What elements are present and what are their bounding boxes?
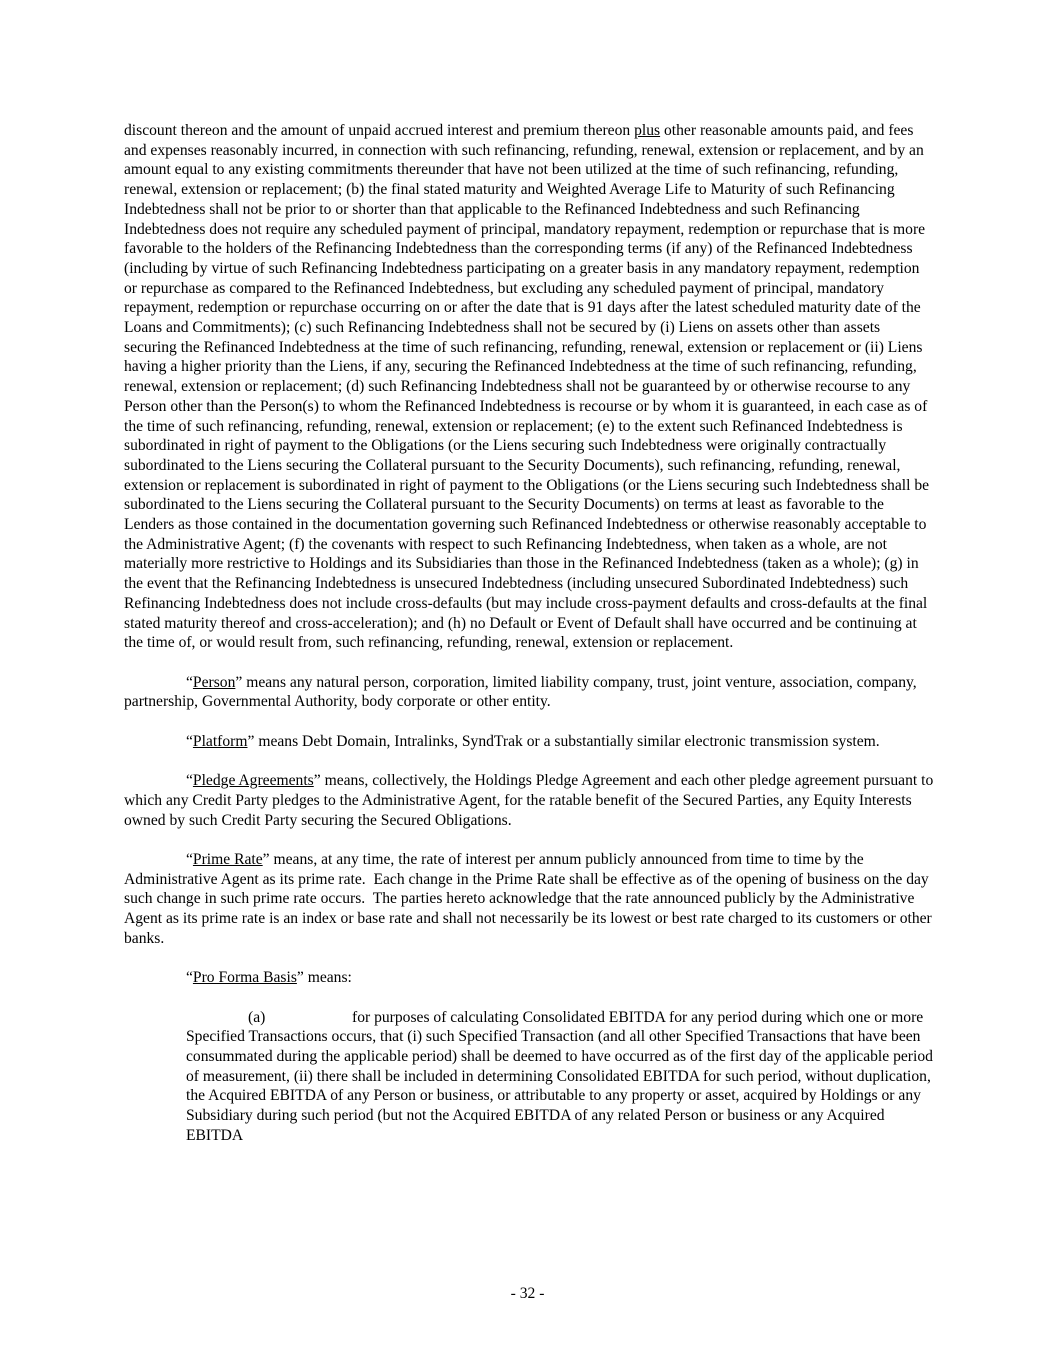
- open-quote: “: [186, 673, 193, 691]
- clause-a-label: (a): [248, 1008, 266, 1026]
- definition-platform: [124, 732, 936, 752]
- definition-text: ” means, collectively, the Holdings Pledge Agreement and each other pledge agreement pursuant to which any Credit Party pledges to the Administrative Agent, for the ratable benefit of the Secured Parties, any Equity Interests owned by such Credit Party securing the Secured Obligations.: [124, 772, 938, 829]
- paragraph-refinancing-continuation: [124, 121, 936, 653]
- page-body: [124, 121, 936, 1145]
- definition-text: ” means any natural person, corporation, limited liability company, trust, joint venture, association, company, partnership, Governmental Authority, body corporate or other entity.: [124, 673, 921, 711]
- defined-term-person: Person: [192, 673, 236, 691]
- page-number: - 32 -: [510, 1285, 545, 1302]
- defined-term-platform: Platform: [192, 732, 248, 750]
- definition-person: [124, 673, 936, 712]
- defined-term-pledge-agreements: Pledge Agreements: [192, 772, 314, 790]
- definition-text: ” means, at any time, the rate of interest per annum publicly announced from time to time by the Administrative Agent as its prime rate. Each change in the Prime Rate shall be effective as of the opening of business on the day such change in such prime rate occurs. The parties hereto acknowledge that the rate announced publicly by the Administrative Agent as its prime rate is an index or base rate and shall not necessarily be its lowest or best rate charged to its customers or other banks.: [124, 850, 936, 947]
- clause-a-paragraph: [186, 1008, 936, 1146]
- definition-pledge-agreements: [124, 771, 936, 830]
- open-quote: “: [186, 969, 193, 987]
- open-quote: “: [186, 772, 193, 790]
- paragraph-text: discount thereon and the amount of unpaid accrued interest and premium thereon: [124, 122, 635, 139]
- defined-term-prime-rate: Prime Rate: [192, 850, 263, 868]
- definition-prime-rate: [124, 850, 936, 949]
- defined-term-pro-forma-basis: Pro Forma Basis: [192, 969, 297, 987]
- open-quote: “: [186, 732, 193, 750]
- definition-pro-forma-basis: [124, 968, 936, 988]
- open-quote: “: [186, 850, 193, 868]
- underlined-word-plus: plus: [634, 122, 661, 139]
- paragraph-text: other reasonable amounts paid, and fees and expenses reasonably incurred, in connection with such refinancing, refunding, renewal, extension or replacement, and by an amount equal to any existing commitments thereunder that have not been utilized at the time of such refinancing, refunding, renewal, extension or replacement; (b) the final stated maturity and Weighted Average Life to Maturity of such Refinancing Indebtedness shall not be prior to or shorter than that applicable to the Refinanced Indebtedness and such Refinancing Indebtedness does not require any scheduled payment of principal, mandatory repayment, redemption or repurchase that is more favorable to the holders of the Refinancing Indebtedness than the corresponding terms (if any) of the Refinanced Indebtedness (including by virtue of such Refinancing Indebtedness participating on a greater basis in any mandatory repayment, redemption or repurchase as compared to the Refinanced Indebtedness, but excluding any scheduled payment of principal, mandatory repayment, redemption or repurchase occurring on or after the date that is 91 days after the latest scheduled maturity date of the Loans and Commitments); (c) such Refinancing Indebtedness shall not be secured by (i) Liens on assets other than assets securing the Refinanced Indebtedness at the time of such refinancing, refunding, renewal, extension or replacement or (ii) Liens having a higher priority than the Liens, if any, securing the Refinanced Indebtedness at the time of such refinancing, refunding, renewal, extension or replacement; (d) such Refinancing Indebtedness shall not be guaranteed by or otherwise recourse to any Person other than the Person(s) to whom the Refinanced Indebtedness is recourse or by whom it is guaranteed, in each case as of the time of such refinancing, refunding, renewal, extension or replacement; (e) to the extent such Refinanced Indebtedness is subordinated in right of payment to the Obligations (or the Liens securing such Indebtedness were originally contractually subordinated to the Liens securing the Collateral pursuant to the Security Documents), such refinancing, refunding, renewal, extension or replacement is subordinated in right of payment to the Obligations (or the Liens securing such Indebtedness shall be subordinated to the Liens securing the Collateral pursuant to the Security Documents) on terms at least as favorable to the Lenders as those contained in the documentation governing such Refinanced Indebtedness or otherwise reasonably acceptable to the Administrative Agent; (f) the covenants with respect to such Refinancing Indebtedness, when taken as a whole, are not materially more restrictive to Holdings and its Subsidiaries than those in the Refinanced Indebtedness (taken as a whole); (g) in the event that the Refinancing Indebtedness is unsecured Indebtedness (including unsecured Subordinated Indebtedness) such Refinancing Indebtedness does not include cross-defaults (but may include cross-payment defaults and cross-defaults at the final stated maturity thereof and cross-acceleration); and (h) no Default or Event of Default shall have occurred and be continuing at the time of, or would result from, such refinancing, refunding, renewal, extension or replacement.: [124, 122, 933, 652]
- definition-text: ” means Debt Domain, Intralinks, SyndTrak or a substantially similar electronic transmission system.: [247, 732, 880, 750]
- definition-text: ” means:: [296, 969, 352, 987]
- clause-a-text: for purposes of calculating Consolidated EBITDA for any period during which one or more Specified Transactions occurs, that (i) such Specified Transaction (and all other Specified Transactions that have been consummated during the applicable period) shall be deemed to have occurred as of the first day of the applicable period of measurement, (ii) there shall be included in determining Consolidated EBITDA for such period, without duplication, the Acquired EBITDA of any Person or business, or attributable to any property or asset, acquired by Holdings or any Subsidiary during such period (but not the Acquired EBITDA of any related Person or business or any Acquired EBITDA: [186, 1008, 937, 1144]
